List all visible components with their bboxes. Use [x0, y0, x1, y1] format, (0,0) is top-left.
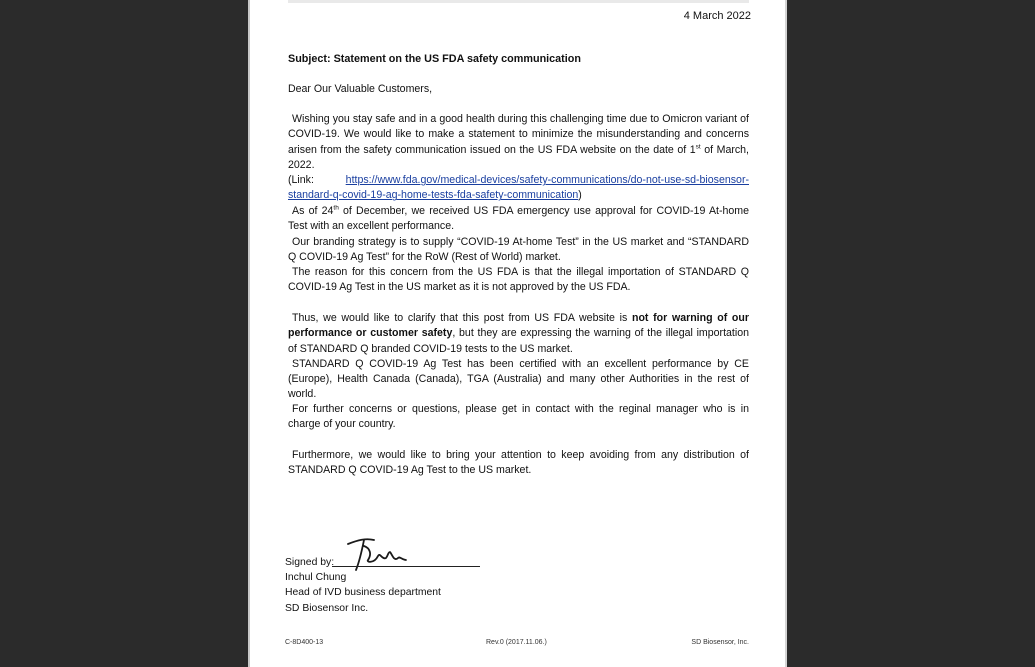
page-edge-left [248, 0, 250, 667]
letter-salutation: Dear Our Valuable Customers, [288, 83, 433, 95]
paragraph-contact-text: For further concerns or questions, please get in contact with the reginal manager who is in charge of your country. [288, 403, 749, 431]
footer-revision: Rev.0 (2017.11.06.) [486, 639, 547, 646]
link-suffix: ) [578, 189, 582, 202]
signer-title: Head of IVD business department [285, 587, 441, 599]
paragraph-certified: STANDARD Q COVID-19 Ag Test has been certified with an excellent performance by CE (Europe), Health Canada (Canada), TGA (Australia) and many other Authorities in the rest of world. [288, 357, 749, 401]
paragraph-contact [288, 402, 749, 433]
letter-subject: Subject: Statement on the US FDA safety communication [288, 53, 581, 65]
paragraph-clarify-bold: not for warning of our performance or customer safety [288, 312, 749, 340]
paragraph-furthermore [288, 448, 749, 479]
scan-top-strip [288, 0, 749, 3]
fda-link[interactable]: https://www.fda.gov/medical-devices/safety-communications/do-not-use-sd-biosensor-standard-q-covid-19-ag-home-tests-fda-safety-communication [288, 174, 749, 202]
paragraph-clarify [288, 311, 749, 403]
paragraph-intro-text-a: Wishing you stay safe and in a good health during this challenging time due to Omicron variant of COVID-19. We would like to make a statement to minimize the misunderstanding and concerns arisen from the safety communication issued on the US FDA website on the date of 1 [288, 113, 749, 156]
footer-doc-code: C-8D400-13 [285, 639, 324, 646]
superscript-th: th [333, 204, 339, 212]
paragraph-approval-text-a: As of 24 [292, 205, 334, 217]
paragraph-reason: The reason for this concern from the US FDA is that the illegal importation of STANDARD Q COVID-19 Ag Test in the US market as it is not approved by the US FDA. [288, 266, 749, 294]
signature-block [285, 555, 441, 616]
paragraph-intro-text-b: of March, 2022. [288, 143, 749, 171]
page-edge-right [785, 0, 787, 667]
document-page [248, 0, 787, 667]
footer-company: SD Biosensor, Inc. [691, 639, 749, 646]
paragraph-furthermore-text: Furthermore, we would like to bring your attention to keep avoiding from any distribution of STANDARD Q COVID-19 Ag Test to the US market. [288, 449, 749, 477]
paragraph-clarify-text-b: , but they are expressing the warning of the illegal importation of STANDARD Q branded COVID-19 tests to the US market. [288, 327, 749, 355]
signed-by-label: Signed by: [285, 557, 335, 568]
paragraph-intro [288, 112, 749, 204]
letter-date: 4 March 2022 [683, 10, 751, 22]
paragraph-approval-text-b: of December, we received US FDA emergency use approval for COVID-19 At-home Test with an excellent performance. [288, 205, 749, 233]
link-prefix: (Link: [288, 174, 346, 187]
signer-company: SD Biosensor Inc. [285, 602, 369, 614]
paragraph-branding: Our branding strategy is to supply “COVID-19 At-home Test” in the US market and “STANDARD Q COVID-19 Ag Test” for the RoW (Rest of World) market. [288, 235, 749, 263]
signer-name: Inchul Chung [285, 572, 347, 584]
paragraph-approval [288, 204, 749, 296]
paragraph-clarify-text-a: Thus, we would like to clarify that this post from US FDA website is [292, 312, 632, 324]
superscript-st: st [695, 143, 701, 151]
